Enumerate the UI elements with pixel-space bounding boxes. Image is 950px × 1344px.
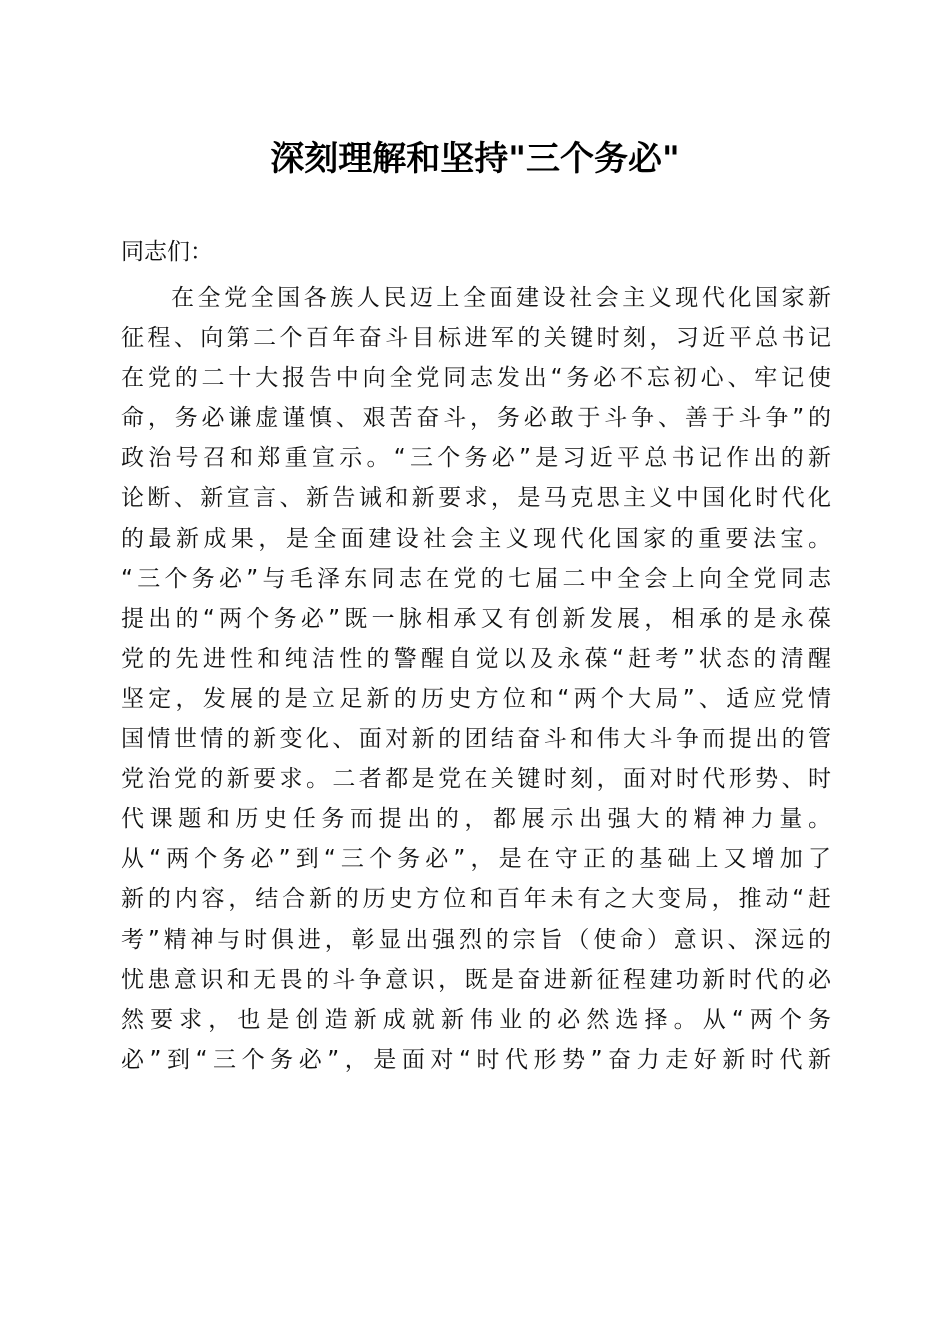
text-line: 征程、向第二个百年奋斗目标进军的关键时刻，习近平总书记: [121, 325, 831, 352]
text-line: 党治党的新要求。二者都是党在关键时刻，面对时代形势、时: [121, 766, 831, 793]
text-line: 的最新成果，是全面建设社会主义现代化国家的重要法宝。: [121, 525, 831, 552]
document-title: 深刻理解和坚持"三个务必": [270, 139, 680, 179]
text-line: 然要求，也是创造新成就新伟业的必然选择。从“两个务: [121, 1006, 831, 1033]
text-line: 必”到“三个务必”，是面对“时代形势”奋力走好新时代新: [121, 1046, 831, 1073]
text-line: 在全党全国各族人民迈上全面建设社会主义现代化国家新: [171, 285, 831, 311]
text-line: 在党的二十大报告中向全党同志发出“务必不忘初心、牢记使: [121, 365, 831, 392]
text-line: 坚定，发展的是立足新的历史方位和“两个大局”、适应党情: [121, 685, 831, 712]
text-line: 新的内容，结合新的历史方位和百年未有之大变局，推动“赶: [121, 886, 831, 913]
text-line: 代课题和历史任务而提出的，都展示出强大的精神力量。: [121, 806, 831, 833]
text-line: 命，务必谦虚谨慎、艰苦奋斗，务必敢于斗争、善于斗争”的: [121, 405, 831, 432]
text-line: 论断、新宣言、新告诫和新要求，是马克思主义中国化时代化: [121, 485, 831, 512]
text-line: 提出的“两个务必”既一脉相承又有创新发展，相承的是永葆: [121, 605, 831, 632]
text-line: 从“两个务必”到“三个务必”，是在守正的基础上又增加了: [121, 846, 831, 873]
body-paragraph: [121, 278, 831, 1080]
text-line: 政治号召和郑重宣示。“三个务必”是习近平总书记作出的新: [121, 445, 831, 472]
text-line: “三个务必”与毛泽东同志在党的七届二中全会上向全党同志: [121, 565, 831, 592]
text-line: 忧患意识和无畏的斗争意识，既是奋进新征程建功新时代的必: [121, 966, 831, 993]
text-line: 党的先进性和纯洁性的警醒自觉以及永葆“赶考”状态的清醒: [121, 645, 831, 672]
text-line: 国情世情的新变化、面对新的团结奋斗和伟大斗争而提出的管: [121, 726, 831, 753]
salutation: 同志们：: [121, 239, 213, 265]
text-line: 考”精神与时俱进，彰显出强烈的宗旨（使命）意识、深远的: [121, 926, 831, 953]
